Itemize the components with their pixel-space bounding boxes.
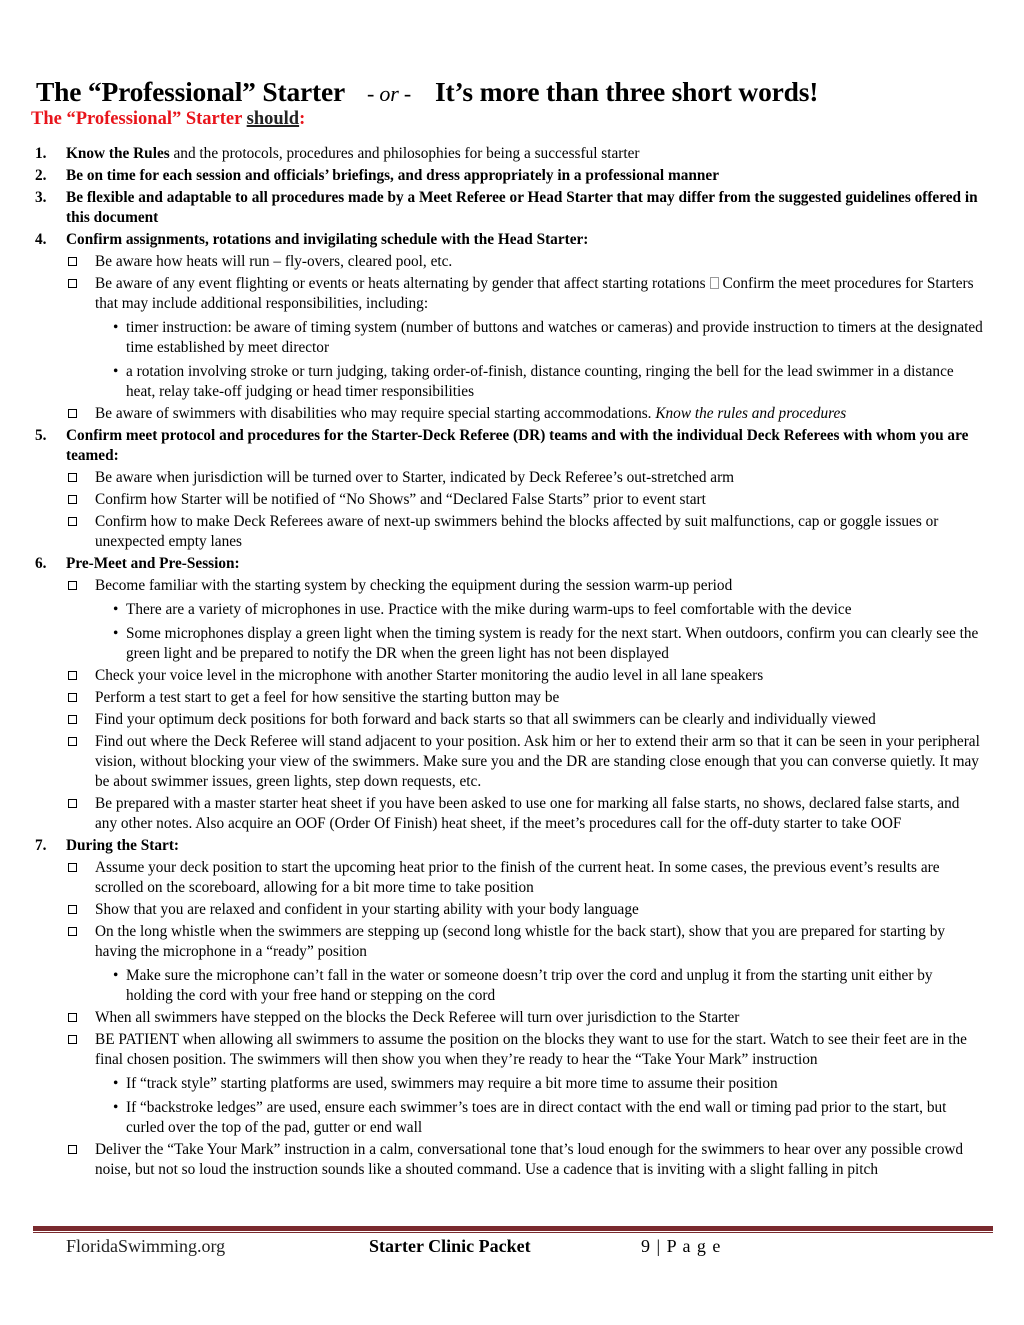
list-item xyxy=(35,426,983,552)
bullet-item xyxy=(95,600,983,620)
checkbox-icon xyxy=(68,1145,77,1154)
bullet-text: Make sure the microphone can’t fall in the water or someone doesn’t trip over the cord and unplug it from the starting unit either by holding the cord with your free hand or stepping on the cord xyxy=(126,967,933,1004)
item-body: Confirm meet protocol and procedures for the Starter-Deck Referee (DR) teams and with the individual Deck Referees with whom you are teamed: xyxy=(66,427,969,464)
missing-glyph-icon xyxy=(710,277,719,289)
checkbox-item xyxy=(66,1140,983,1180)
item-text xyxy=(66,837,179,854)
footer-rule-thin xyxy=(33,1232,993,1233)
checkbox-item xyxy=(66,1030,983,1138)
checkbox-item xyxy=(66,732,983,792)
checkbox-text: Find your optimum deck positions for both forward and back starts so that all swimmers can be clearly and individually viewed xyxy=(95,711,876,728)
checkbox-item xyxy=(66,252,983,272)
checkbox-icon xyxy=(68,799,77,808)
checkbox-text: Show that you are relaxed and confident in your starting ability with your body language xyxy=(95,901,639,918)
footer-site: FloridaSwimming.org xyxy=(66,1236,226,1256)
bullet-icon: • xyxy=(113,1075,119,1092)
checkbox-item xyxy=(66,900,983,920)
checkbox-item xyxy=(66,468,983,488)
checkbox-item xyxy=(66,710,983,730)
checkbox-icon xyxy=(68,517,77,526)
checkbox-text: Perform a test start to get a feel for how sensitive the starting button may be xyxy=(95,689,560,706)
checkbox-item xyxy=(66,274,983,402)
checkbox-text: Be aware of swimmers with disabilities who may require special starting accommodations. xyxy=(95,405,656,422)
checkbox-icon xyxy=(68,671,77,680)
bullet-item xyxy=(95,362,983,402)
numbered-list xyxy=(35,142,983,1180)
bullet-item xyxy=(95,624,983,664)
checkbox-text-continued: Confirm the meet procedures for Starters that may include additional responsibilities, including: xyxy=(95,275,974,312)
item-body: Pre-Meet and Pre-Session: xyxy=(66,555,240,572)
item-number: 4. xyxy=(35,231,47,248)
checkbox-icon xyxy=(68,693,77,702)
checkbox-icon xyxy=(68,1035,77,1044)
checkbox-item xyxy=(66,794,983,834)
item-text xyxy=(66,189,978,226)
bullet-icon: • xyxy=(113,625,119,642)
checkbox-icon xyxy=(68,737,77,746)
checkbox-text: Be prepared with a master starter heat sheet if you have been asked to use one for marking all false starts, no shows, declared false starts, and any other notes. Also acquire an OOF (Order Of Finish) heat sheet, if the meet’s procedures call for the off-duty starter to take OOF xyxy=(95,795,960,832)
page-title xyxy=(36,76,818,108)
checkbox-text: When all swimmers have stepped on the blocks the Deck Referee will turn over jurisdiction to the Starter xyxy=(95,1009,740,1026)
bullet-icon: • xyxy=(113,601,119,618)
item-body: Be flexible and adaptable to all procedures made by a Meet Referee or Head Starter that may differ from the suggested guidelines offered in this document xyxy=(66,189,978,226)
checkbox-item xyxy=(66,512,983,552)
item-body: and the protocols, procedures and philosophies for being a successful starter xyxy=(169,145,640,162)
item-number: 3. xyxy=(35,189,47,206)
checkbox-text: Confirm how Starter will be notified of “No Shows” and “Declared False Starts” prior to event start xyxy=(95,491,706,508)
checkbox-italic-text: Know the rules and procedures xyxy=(655,405,847,422)
bullet-text: Some microphones display a green light when the timing system is ready for the next start. When outdoors, confirm you can clearly see the green light and be prepared to notify the DR when the green light has not been displayed xyxy=(126,625,979,662)
item-number: 1. xyxy=(35,145,47,162)
checkbox-text: Find out where the Deck Referee will stand adjacent to your position. Ask him or her to extend their arm so that it can be seen in your peripheral vision, without blocking your view of the swimmers. Make sure you and the DR are standing close enough that you can converse quietly. It may be about swimmer issues, green lights, step down requests, etc. xyxy=(95,733,980,790)
item-text xyxy=(66,427,968,464)
item-body: Be on time for each session and officials’ briefings, and dress appropriately in a professional manner xyxy=(66,167,719,184)
checkbox-text: Assume your deck position to start the upcoming heat prior to the finish of the current heat. In some cases, the previous event’s results are scrolled on the scoreboard, allowing for a bit more time to take position xyxy=(95,859,940,896)
checkbox-icon xyxy=(68,409,77,418)
heading-colon: : xyxy=(299,109,306,129)
item-number: 2. xyxy=(35,167,47,184)
title-or: - or - xyxy=(366,81,411,106)
checkbox-icon xyxy=(68,863,77,872)
list-item xyxy=(35,188,983,228)
checkbox-item xyxy=(66,858,983,898)
item-number: 7. xyxy=(35,837,47,854)
checkbox-text: Check your voice level in the microphone with another Starter monitoring the audio level in all lane speakers xyxy=(95,667,764,684)
item-lead: Know the Rules xyxy=(66,145,170,162)
checkbox-text: Be aware how heats will run – fly-overs, cleared pool, etc. xyxy=(95,253,453,270)
footer-title: Starter Clinic Packet xyxy=(369,1236,531,1256)
bullet-icon: • xyxy=(113,319,119,336)
list-item xyxy=(35,144,983,164)
checkbox-item xyxy=(66,404,983,424)
item-body: Confirm assignments, rotations and invigilating schedule with the Head Starter: xyxy=(66,231,589,248)
item-body: During the Start: xyxy=(66,837,180,854)
heading-underlined: should xyxy=(246,109,300,129)
bullet-text: timer instruction: be aware of timing system (number of buttons and watches or cameras) and provide instruction to timers at the designated time established by meet director xyxy=(126,319,983,356)
bullet-item xyxy=(95,318,983,358)
item-number: 6. xyxy=(35,555,47,572)
checkbox-text: Become familiar with the starting system by checking the equipment during the session warm-up period xyxy=(95,577,733,594)
checkbox-icon xyxy=(68,1013,77,1022)
bullet-item xyxy=(95,1098,983,1138)
heading-text: The “Professional” Starter xyxy=(31,109,247,129)
checkbox-icon xyxy=(68,927,77,936)
bullet-icon: • xyxy=(113,363,119,380)
footer-rule-thick xyxy=(33,1226,993,1231)
bullet-icon: • xyxy=(113,967,119,984)
bullet-item xyxy=(95,1074,983,1094)
list-item xyxy=(35,554,983,834)
checkbox-text: Be aware when jurisdiction will be turned over to Starter, indicated by Deck Referee’s out-stretched arm xyxy=(95,469,735,486)
checkbox-icon xyxy=(68,257,77,266)
item-number: 5. xyxy=(35,427,47,444)
checkbox-item xyxy=(66,688,983,708)
bullet-text: There are a variety of microphones in use. Practice with the mike during warm-ups to feel comfortable with the device xyxy=(126,601,852,618)
section-heading xyxy=(31,109,305,130)
checkbox-text: BE PATIENT when allowing all swimmers to assume the position on the blocks they want to use for the start. Watch to see their feet are in the final chosen position. The swimmers will then show you when they’re ready to hear the “Take Your Mark” instruction xyxy=(95,1031,967,1068)
checkbox-item xyxy=(66,666,983,686)
bullet-icon: • xyxy=(113,1099,119,1116)
checkbox-item xyxy=(66,490,983,510)
list-item xyxy=(35,230,983,424)
title-left: The “Professional” Starter xyxy=(36,76,345,107)
checkbox-item xyxy=(66,576,983,664)
checkbox-icon xyxy=(68,905,77,914)
checkbox-icon xyxy=(68,581,77,590)
checkbox-text: Confirm how to make Deck Referees aware of next-up swimmers behind the blocks affected by suit malfunctions, cap or goggle issues or unexpected empty lanes xyxy=(95,513,939,550)
bullet-text: If “track style” starting platforms are used, swimmers may require a bit more time to assume their position xyxy=(126,1075,778,1092)
item-text xyxy=(66,145,640,162)
footer-page-number: 9 | P a g e xyxy=(641,1236,722,1256)
checkbox-text: Be aware of any event flighting or events or heats alternating by gender that affect starting rotations xyxy=(95,275,706,292)
bullet-text: If “backstroke ledges” are used, ensure each swimmer’s toes are in direct contact with the end wall or timing pad prior to the start, but curled over the top of the pad, gutter or end wall xyxy=(126,1099,947,1136)
item-text xyxy=(66,231,588,248)
checkbox-text: On the long whistle when the swimmers are stepping up (second long whistle for the back start), show that you are prepared for starting by having the microphone in a “ready” position xyxy=(95,923,946,960)
checkbox-item xyxy=(66,1008,983,1028)
title-right: It’s more than three short words! xyxy=(435,76,819,107)
item-text xyxy=(66,167,719,184)
bullet-text: a rotation involving stroke or turn judging, taking order-of-finish, distance counting, ringing the bell for the lead swimmer in a distance heat, relay take-off judging or head timer responsibilities xyxy=(126,363,954,400)
checkbox-item xyxy=(66,922,983,1006)
item-text xyxy=(66,555,240,572)
checkbox-icon xyxy=(68,279,77,288)
checkbox-icon xyxy=(68,495,77,504)
list-item xyxy=(35,836,983,1180)
checkbox-icon xyxy=(68,715,77,724)
checkbox-text: Deliver the “Take Your Mark” instruction in a calm, conversational tone that’s loud enough for the swimmers to hear over any possible crowd noise, but not so loud the instruction sounds like a shouted command. Use a cadence that is inviting with a slight falling in pitch xyxy=(95,1141,964,1178)
bullet-item xyxy=(95,966,983,1006)
checkbox-icon xyxy=(68,473,77,482)
list-item xyxy=(35,166,983,186)
